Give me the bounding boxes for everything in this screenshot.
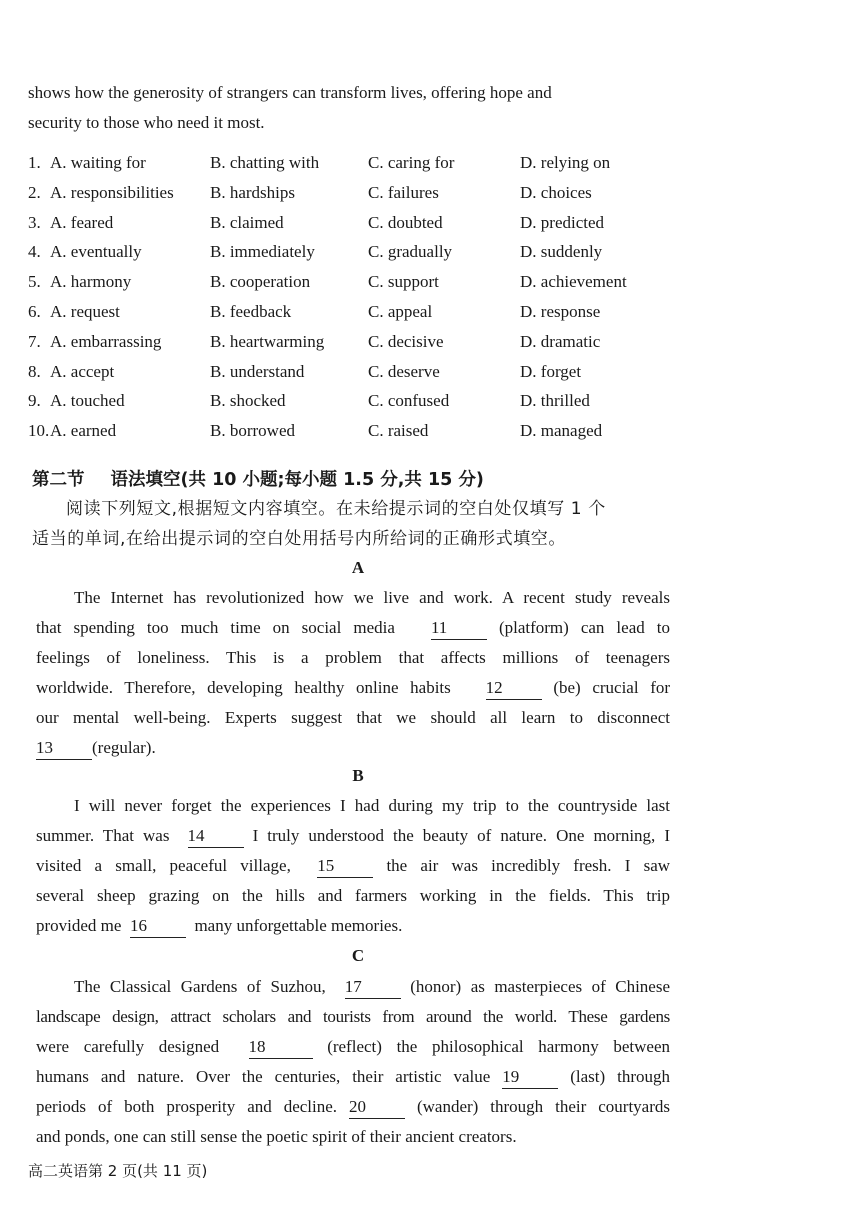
option-row: [28, 208, 688, 238]
option-row: [28, 416, 688, 446]
question-number: 5.: [28, 272, 41, 292]
passage-text: The Classical Gardens of Suzhou,: [74, 977, 326, 996]
question-number: 7.: [28, 331, 41, 351]
passage-text: periods of both prosperity and decline.: [36, 1097, 338, 1116]
option-a: A. responsibilities: [50, 182, 174, 202]
passage-line: [36, 911, 670, 941]
option-a: A. harmony: [50, 272, 132, 292]
passage-c: [36, 972, 670, 1152]
passage-text: the air was incredibly fresh. I saw: [386, 856, 671, 875]
section-instructions: [32, 494, 672, 554]
passage-text: (platform) can lead to: [498, 618, 670, 637]
option-a: A. earned: [50, 421, 117, 441]
passage-text: I truly understood the beauty of nature. One morning, I: [252, 826, 671, 845]
passage-a: [36, 583, 670, 763]
option-c: C. decisive: [368, 331, 444, 351]
section-label: 第二节: [32, 470, 85, 490]
passage-text: were carefully designed: [36, 1037, 220, 1056]
option-d: D. suddenly: [520, 242, 603, 262]
blank-14[interactable]: 14: [188, 825, 244, 848]
option-c: C. confused: [368, 391, 450, 411]
passage-line: [36, 1032, 670, 1062]
option-b: B. borrowed: [210, 421, 295, 441]
option-d: D. dramatic: [520, 331, 601, 351]
passage-text: (honor) as masterpieces of Chinese: [410, 977, 671, 996]
blank-11[interactable]: 11: [431, 617, 487, 640]
passage-text: provided me: [36, 916, 122, 935]
option-b: B. hardships: [210, 182, 295, 202]
instruction-line: 适当的单词,在给出提示词的空白处用括号内所给词的正确形式填空。: [32, 529, 567, 549]
option-c: C. appeal: [368, 301, 433, 321]
question-number: 3.: [28, 212, 41, 232]
passage-text: worldwide. Therefore, developing healthy online habits: [36, 678, 451, 697]
option-d: D. predicted: [520, 212, 605, 232]
option-d: D. forget: [520, 361, 582, 381]
passage-line: our mental well-being. Experts suggest that we should all learn to disconnect: [36, 708, 670, 727]
passage-a-label: A: [351, 558, 365, 577]
option-row: [28, 267, 688, 297]
option-b: B. shocked: [210, 391, 286, 411]
option-c: C. raised: [368, 421, 429, 441]
passage-line: [36, 733, 670, 763]
option-b: B. chatting with: [210, 153, 320, 172]
blank-15[interactable]: 15: [317, 855, 373, 878]
question-number: 6.: [28, 301, 41, 321]
option-a: A. eventually: [50, 242, 142, 262]
section-heading: [32, 466, 484, 491]
option-d: D. managed: [520, 421, 603, 441]
option-a: A. touched: [50, 391, 125, 411]
passage-line: The Internet has revolutionized how we live and work. A recent study reveals: [74, 588, 670, 607]
passage-text: many unforgettable memories.: [194, 916, 403, 935]
option-c: C. failures: [368, 182, 439, 202]
option-d: D. response: [520, 301, 601, 321]
passage-line: landscape design, attract scholars and tourists from around the world. These gardens: [36, 1007, 670, 1026]
passage-line: [36, 851, 670, 881]
passage-line: [36, 613, 670, 643]
passage-line: [36, 1092, 670, 1122]
passage-line: [36, 1062, 670, 1092]
option-a: A. embarrassing: [50, 331, 162, 351]
passage-text: visited a small, peaceful village,: [36, 856, 291, 875]
option-d: D. achievement: [520, 272, 627, 292]
passage-text: that spending too much time on social media: [36, 618, 395, 637]
blank-13[interactable]: 13: [36, 737, 92, 760]
option-a: A. accept: [50, 361, 115, 381]
option-a: A. waiting for: [50, 153, 146, 172]
option-a: A. request: [50, 301, 120, 321]
question-number: 9.: [28, 391, 41, 411]
passage-line: [36, 821, 670, 851]
option-row: [28, 148, 688, 178]
passage-line: and ponds, one can still sense the poetic spirit of their ancient creators.: [36, 1127, 517, 1146]
option-row: [28, 386, 688, 416]
passage-text: (reflect) the philosophical harmony between: [327, 1037, 670, 1056]
passage-c-label: C: [351, 946, 365, 965]
option-d: D. thrilled: [520, 391, 590, 411]
intro-line: shows how the generosity of strangers can transform lives, offering hope and: [28, 83, 552, 102]
blank-12[interactable]: 12: [486, 677, 542, 700]
option-d: D. choices: [520, 182, 592, 202]
section-title: 语法填空(共 10 小题;每小题 1.5 分,共 15 分): [110, 470, 484, 490]
option-b: B. heartwarming: [210, 331, 325, 351]
option-row: [28, 237, 688, 267]
option-b: B. claimed: [210, 212, 284, 232]
instruction-line: 阅读下列短文,根据短文内容填空。在未给提示词的空白处仅填写 1 个: [66, 499, 606, 519]
option-row: [28, 357, 688, 387]
blank-17[interactable]: 17: [345, 976, 401, 999]
passage-line: feelings of loneliness. This is a problem that affects millions of teenagers: [36, 648, 670, 667]
option-b: B. immediately: [210, 242, 315, 262]
passage-text: (regular).: [92, 738, 156, 757]
question-number: 10.: [28, 421, 50, 441]
passage-b: [36, 791, 670, 941]
question-number: 8.: [28, 361, 41, 381]
option-b: B. feedback: [210, 301, 292, 321]
passage-text: (last) through: [570, 1067, 670, 1086]
option-row: [28, 327, 688, 357]
passage-text: (wander) through their courtyards: [416, 1097, 671, 1116]
passage-text: summer. That was: [36, 826, 170, 845]
intro-paragraph: [28, 78, 670, 138]
passage-line: several sheep grazing on the hills and farmers working in the fields. This trip: [36, 886, 670, 905]
option-d: D. relying on: [520, 153, 611, 172]
passage-text: humans and nature. Over the centuries, their artistic value: [36, 1067, 491, 1086]
option-b: B. cooperation: [210, 272, 311, 292]
blank-19[interactable]: 19: [502, 1066, 558, 1089]
blank-16[interactable]: 16: [130, 915, 186, 938]
option-c: C. caring for: [368, 153, 455, 172]
option-row: [28, 178, 688, 208]
blank-20[interactable]: 20: [349, 1096, 405, 1119]
question-number: 4.: [28, 242, 41, 262]
question-number: 1.: [28, 153, 41, 172]
page-footer: 高二英语第 2 页(共 11 页): [28, 1162, 208, 1180]
option-c: C. doubted: [368, 212, 443, 232]
blank-18[interactable]: 18: [249, 1036, 313, 1059]
passage-text: (be) crucial for: [553, 678, 671, 697]
option-c: C. support: [368, 272, 439, 292]
intro-line: security to those who need it most.: [28, 113, 265, 132]
option-b: B. understand: [210, 361, 305, 381]
passage-line: [36, 673, 670, 703]
cloze-options-table: [28, 148, 688, 446]
option-a: A. feared: [50, 212, 114, 232]
option-c: C. deserve: [368, 361, 440, 381]
option-row: [28, 297, 688, 327]
passage-b-label: B: [352, 766, 364, 785]
option-c: C. gradually: [368, 242, 453, 262]
passage-line: [36, 972, 670, 1002]
question-number: 2.: [28, 182, 41, 202]
passage-line: I will never forget the experiences I had during my trip to the countryside last: [74, 796, 670, 815]
